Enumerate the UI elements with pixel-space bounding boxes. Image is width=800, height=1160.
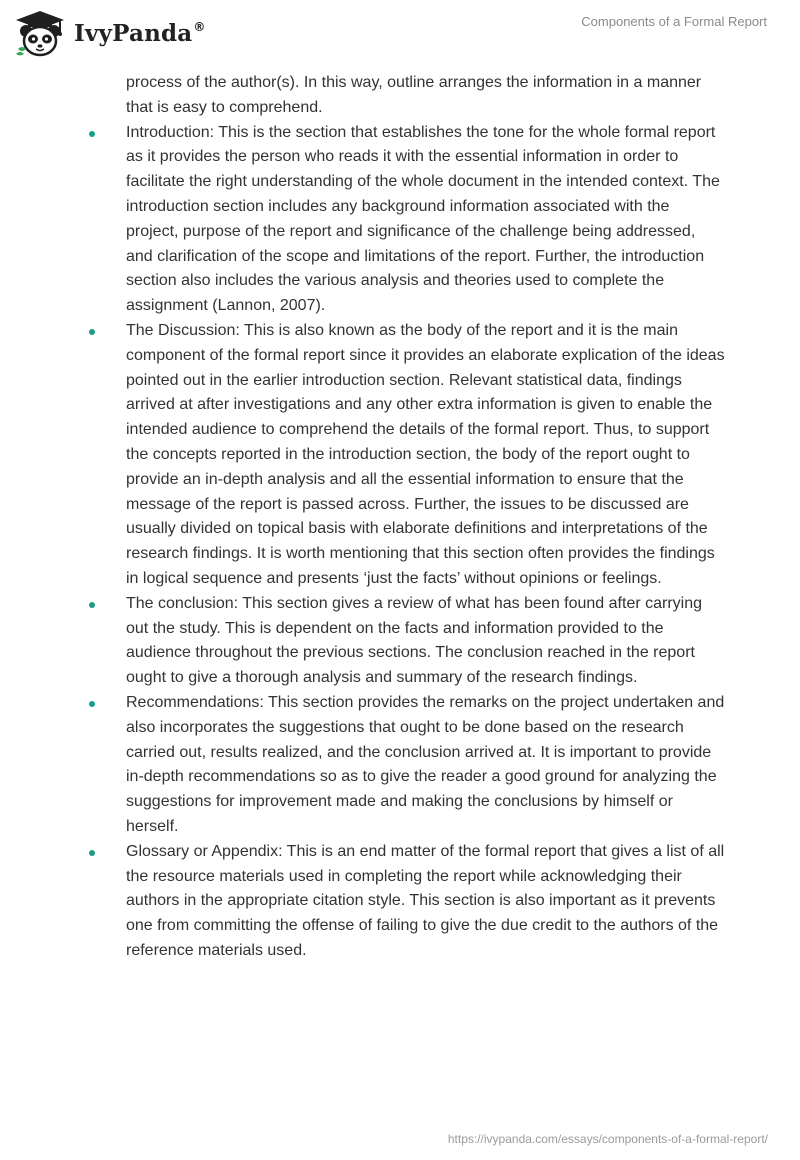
source-url-link[interactable]: https://ivypanda.com/essays/components-of-a-formal-report/ — [447, 1132, 768, 1146]
panda-mascot-icon — [14, 9, 66, 57]
bullet-icon — [89, 602, 95, 608]
brand-name: IvyPanda® — [74, 19, 206, 47]
document-body — [0, 71, 800, 964]
list-item — [0, 691, 726, 840]
bullet-icon — [89, 131, 95, 137]
list-item-text: The conclusion: This section gives a review of what has been found after carrying out the study. This is dependent on the facts and information provided to the audience throughout the previous sections. The conclusion reached in the report ought to give a thorough analysis and summary of the research findings. — [126, 594, 703, 687]
registered-mark: ® — [193, 19, 206, 34]
continued-paragraph: process of the author(s). In this way, outline arranges the information in a manner that is easy to comprehend. — [126, 74, 702, 116]
list-item-text: Introduction: This is the section that establishes the tone for the whole formal report as it provides the person who reads it with the essential information in order to facilitate the right understanding of the whole document in the intended context. The introduction section includes any background information associated with the project, purpose of the report and significance of the challenge being addressed, and clarification of the scope and limitations of the report. Further, the introduction section also includes the various analysis and theories used to complete the assignment (Lannon, 2007). — [126, 123, 720, 315]
bullet-icon — [89, 329, 95, 335]
list-item-text: Glossary or Appendix: This is an end matter of the formal report that gives a list of all the resource materials used in completing the report while acknowledging their authors in the appropriate citation style. This section is also important as it prevents one from committing the offense of failing to give the due credit to the authors of the reference materials used. — [126, 842, 725, 959]
components-list — [0, 121, 800, 964]
list-item — [0, 121, 726, 319]
list-item — [0, 319, 726, 592]
list-item-text: Recommendations: This section provides the remarks on the project undertaken and also incorporates the suggestions that ought to be done based on the research carried out, results realized, and the conclusion arrived at. It is important to provide in-depth recommendations so as to give the reader a good ground for analyzing the suggestions for improvement made and making the conclusions by himself or herself. — [126, 693, 725, 835]
list-item-text: The Discussion: This is also known as the body of the report and it is the main component of the formal report since it provides an elaborate explication of the ideas pointed out in the earlier introduction section. Relevant statistical data, findings arrived at after investigations and any other extra information is given to enable the intended audience to comprehend the details of the formal report. Thus, to support the concepts reported in the introduction section, the body of the report ought to provide an in-depth analysis and all the essential information to ensure that the message of the report is passed across. Further, the issues to be discussed are usually divided on topical basis with elaborate definitions and interpretations of the research findings. It is worth mentioning that this section often provides the findings in logical sequence and presents ‘just the facts’ without opinions or feelings. — [126, 321, 725, 587]
list-item — [0, 840, 726, 964]
page-header — [0, 0, 800, 64]
list-item — [0, 592, 726, 691]
brand-logo[interactable] — [14, 8, 206, 58]
bullet-icon — [89, 701, 95, 707]
document-title: Components of a Formal Report — [581, 14, 767, 29]
bullet-icon — [89, 850, 95, 856]
